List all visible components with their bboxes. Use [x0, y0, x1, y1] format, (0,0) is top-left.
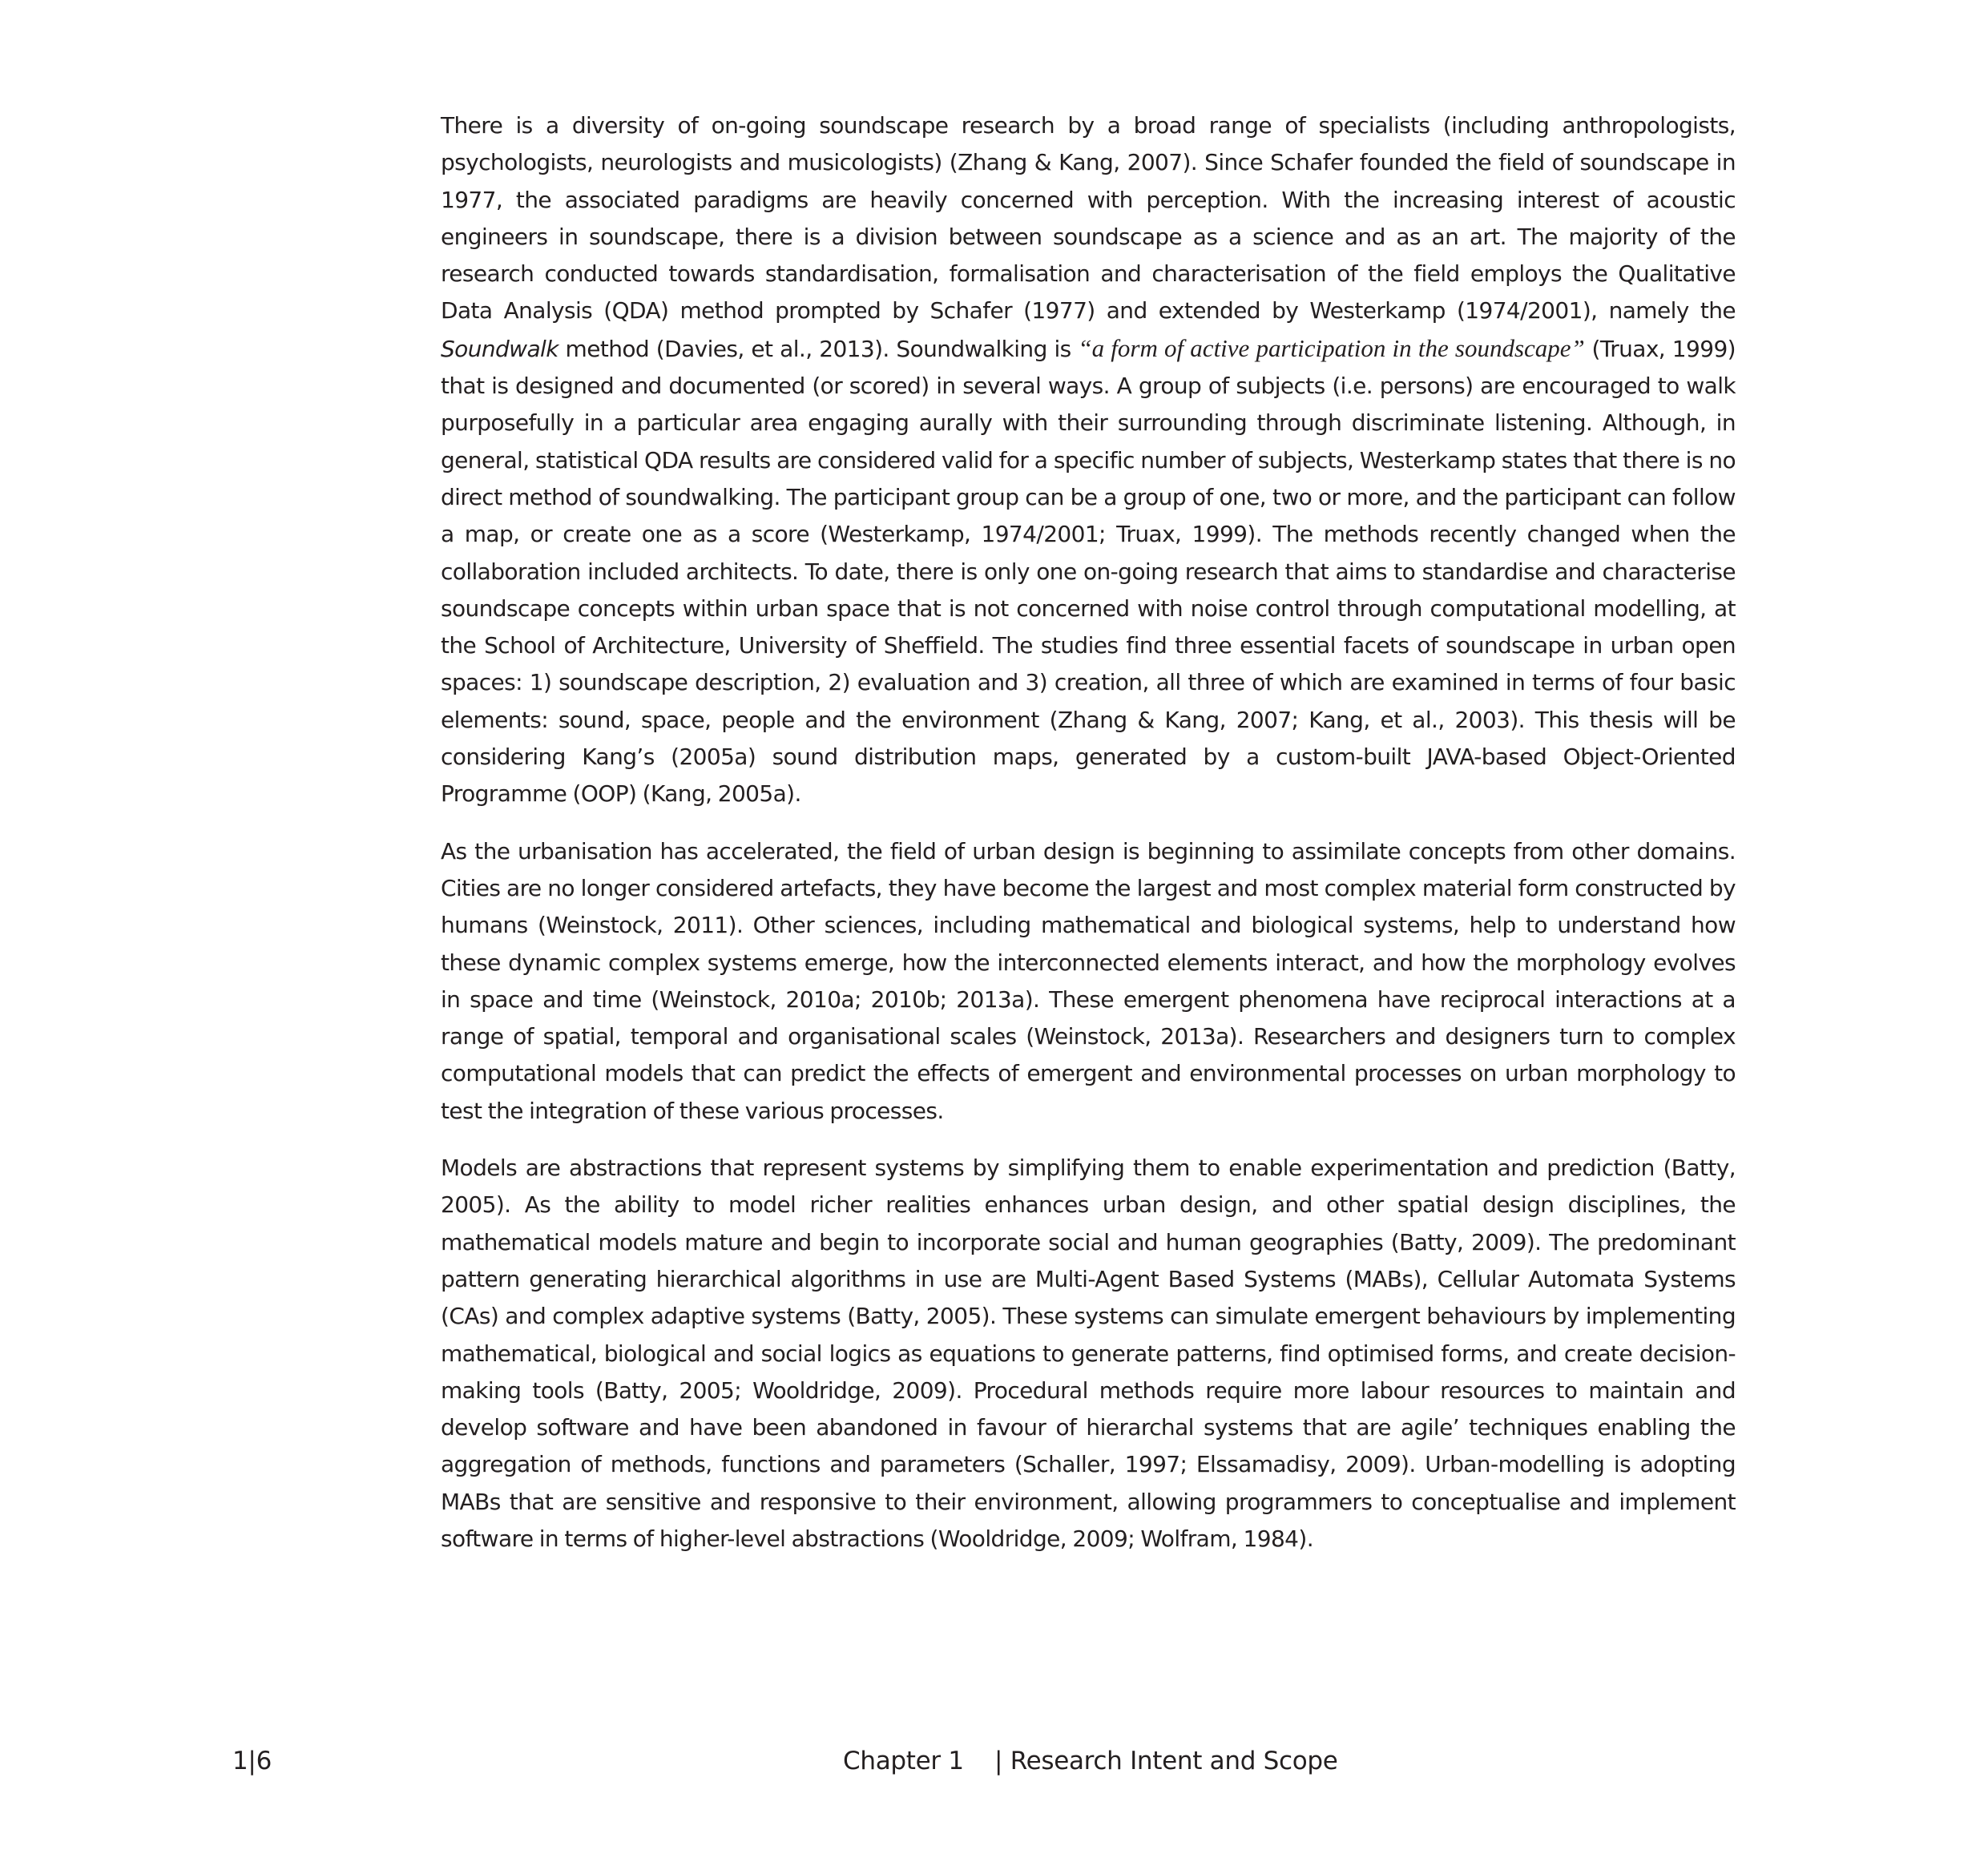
- chapter-footer: Chapter 1 | Research Intent and Scope: [843, 1747, 1338, 1775]
- paragraph-2: [441, 833, 1736, 1130]
- paragraph-2-text: As the urbanisation has accelerated, the field of urban design is beginning to assimilate concepts from other domains. Cities are no longer considered artefacts, they have become the largest and most complex material form constructed by humans (Weinstock, 2011). Other sciences, including mathematical and biological systems, help to understand how these dynamic complex systems emerge, how the interconnected elements interact, and how the morphology evolves in space and time (Weinstock, 2010a; 2010b; 2013a). These emergent phenomena have reciprocal interactions at a range of spatial, temporal and organisational scales (Weinstock, 2013a). Researchers and designers turn to complex computational models that can predict the effects of emergent and environmental processes on urban morphology to test the integration of these various processes.: [441, 837, 1736, 1124]
- paragraph-3-text: Models are abstractions that represent systems by simplifying them to enable experimentation and prediction (Batty, 2005). As the ability to model richer realities enhances urban design, and other spatial design disciplines, the mathematical models mature and begin to incorporate social and human geographies (Batty, 2009). The predominant pattern generating hierarchical algorithms in use are Multi-Agent Based Systems (MABs), Cellular Automata Systems (CAs) and complex adaptive systems (Batty, 2005). These systems can simulate emergent behaviours by implementing mathematical, biological and social logics as equations to generate patterns, find optimised forms, and create decision-making tools (Batty, 2005; Wooldridge, 2009). Procedural methods require more labour resources to maintain and develop software and have been abandoned in favour of hierarchal systems that are agile’ techniques enabling the aggregation of methods, functions and parameters (Schaller, 1997; Elssamadisy, 2009). Urban-modelling is adopting MABs that are sensitive and responsive to their environment, allowing programmers to conceptualise and implement software in terms of higher-level abstractions (Wooldridge, 2009; Wolfram, 1984).: [441, 1155, 1736, 1552]
- paragraph-1-text-1: There is a diversity of on-going soundscape research by a broad range of specialists (including anthropologists, psychologists, neurologists and musicologists) (Zhang & Kang, 2007). Since Schafer founded the field of soundscape in 1977, the associated paradigms are heavily concerned with perception. With the increasing interest of acoustic engineers in soundscape, there is a division between soundscape as a science and as an art. The majority of the research conducted towards standardisation, formalisation and characterisation of the field employs the Qualitative Data Analysis (QDA) method prompted by Schafer (1977) and extended by Westerkamp (1974/2001), namely the: [441, 112, 1736, 324]
- paragraph-1-text-2: method (Davies, et al., 2013). Soundwalking is: [558, 335, 1079, 362]
- soundwalk-quote: “a form of active participation in the soundscape”: [1078, 333, 1585, 362]
- soundwalk-term: Soundwalk: [441, 335, 558, 362]
- body-text: [441, 107, 1736, 1578]
- paragraph-3: [441, 1150, 1736, 1558]
- page-number: 1|6: [232, 1747, 272, 1775]
- paragraph-1: [441, 107, 1736, 813]
- paragraph-1-text-3: (Truax, 1999) that is designed and documented (or scored) in several ways. A group of subjects (i.e. persons) are encouraged to walk purposefully in a particular area engaging aurally with their surrounding through discriminate listening. Although, in general, statistical QDA results are considered valid for a specific number of subjects, Westerkamp states that there is no direct method of soundwalking. The participant group can be a group of one, two or more, and the participant can follow a map, or create one as a score (Westerkamp, 1974/2001; Truax, 1999). The methods recently changed when the collaboration included architects. To date, there is only one on-going research that aims to standardise and characterise soundscape concepts within urban space that is not concerned with noise control through computational modelling, at the School of Architecture, University of Sheffield. The studies find three essential facets of soundscape in urban open spaces: 1) soundscape description, 2) evaluation and 3) creation, all three of which are examined in terms of four basic elements: sound, space, people and the environment (Zhang & Kang, 2007; Kang, et al., 2003). This thesis will be considering Kang’s (2005a) sound distribution maps, generated by a custom-built JAVA-based Object-Oriented Programme (OOP) (Kang, 2005a).: [441, 335, 1736, 808]
